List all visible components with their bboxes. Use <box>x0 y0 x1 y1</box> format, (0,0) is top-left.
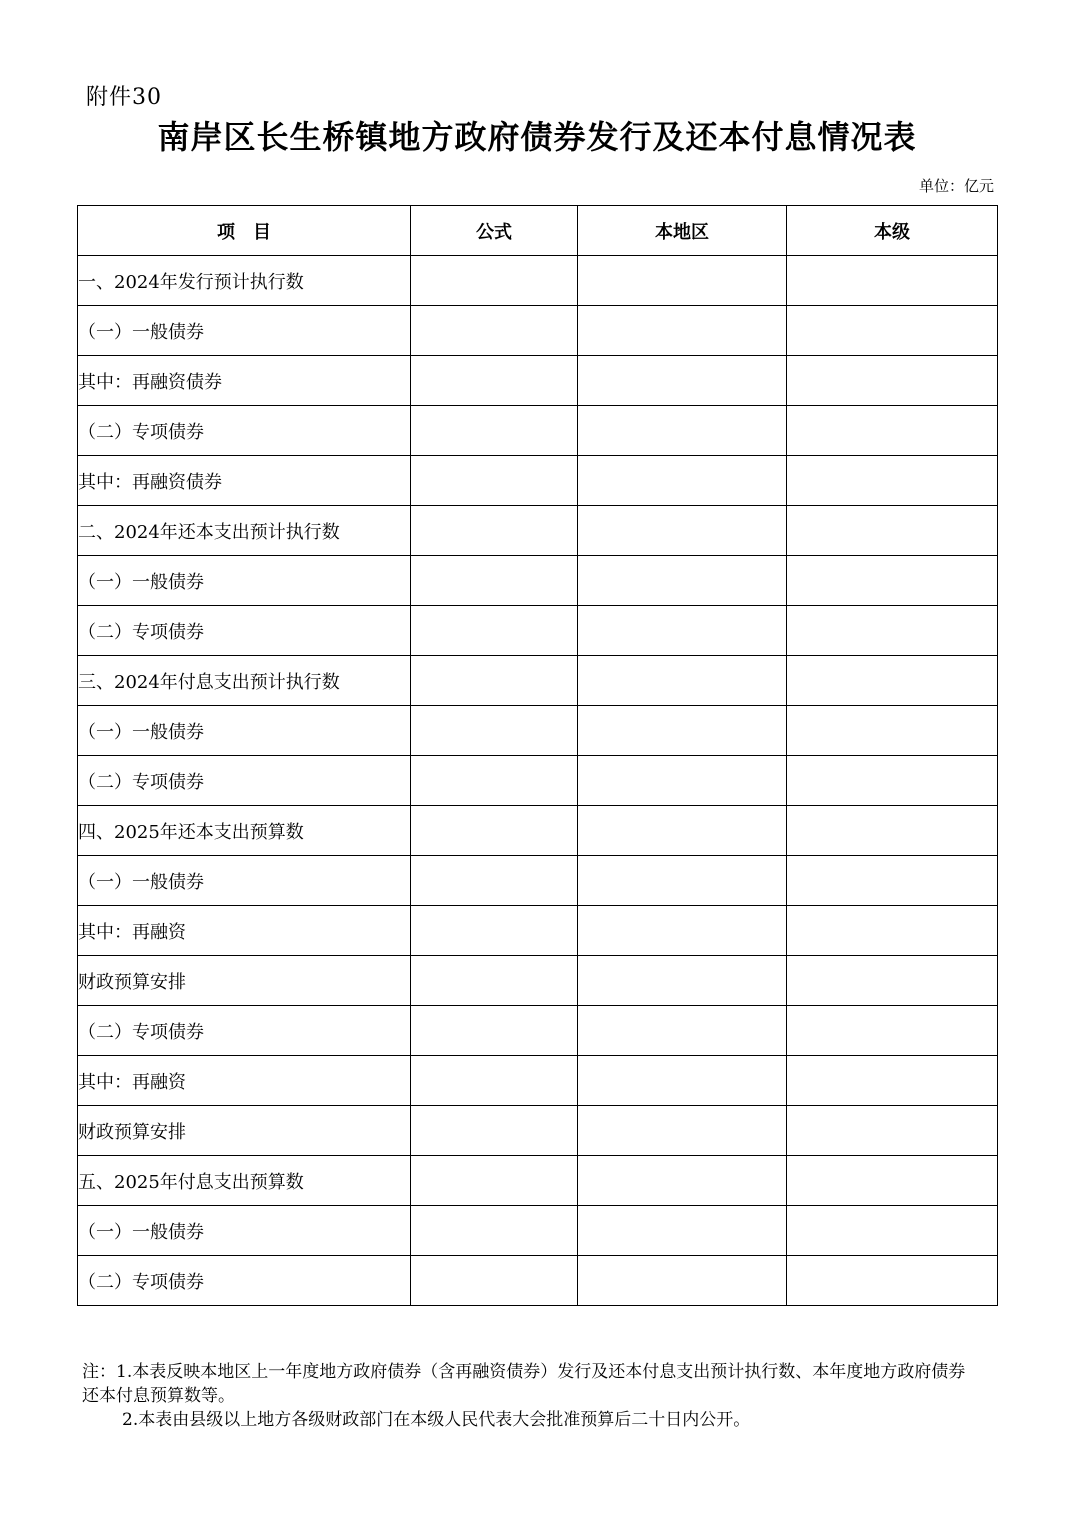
region-cell <box>578 906 787 956</box>
region-cell <box>578 1106 787 1156</box>
row-label: （二）专项债券 <box>78 756 411 806</box>
level-cell <box>787 356 998 406</box>
region-cell <box>578 306 787 356</box>
region-cell <box>578 1056 787 1106</box>
level-cell <box>787 506 998 556</box>
header-formula: 公式 <box>411 206 578 256</box>
level-cell <box>787 1156 998 1206</box>
formula-cell <box>411 1206 578 1256</box>
header-region: 本地区 <box>578 206 787 256</box>
table-row <box>78 1206 998 1256</box>
debt-table <box>77 205 998 1306</box>
formula-cell <box>411 1156 578 1206</box>
row-label: 其中：再融资债券 <box>78 356 411 406</box>
formula-cell <box>411 706 578 756</box>
table-row <box>78 656 998 706</box>
formula-cell <box>411 756 578 806</box>
row-label: 其中：再融资 <box>78 906 411 956</box>
level-cell <box>787 806 998 856</box>
table-row <box>78 256 998 306</box>
annex-label: 附件30 <box>86 85 162 110</box>
region-cell <box>578 556 787 606</box>
table-row <box>78 406 998 456</box>
region-cell <box>578 656 787 706</box>
table-row <box>78 306 998 356</box>
header-level: 本级 <box>787 206 998 256</box>
row-label: （二）专项债券 <box>78 606 411 656</box>
level-cell <box>787 1206 998 1256</box>
row-label: （一）一般债券 <box>78 706 411 756</box>
table-row <box>78 706 998 756</box>
level-cell <box>787 1056 998 1106</box>
row-label: （二）专项债券 <box>78 1006 411 1056</box>
formula-cell <box>411 656 578 706</box>
formula-cell <box>411 856 578 906</box>
note-1: 注：1.本表反映本地区上一年度地方政府债券（含再融资债券）发行及还本付息支出预计执行数、本年度地方政府债券还本付息预算数等。 <box>82 1362 966 1406</box>
row-label: （一）一般债券 <box>78 856 411 906</box>
region-cell <box>578 756 787 806</box>
level-cell <box>787 656 998 706</box>
level-cell <box>787 856 998 906</box>
table-header-row <box>78 206 998 256</box>
formula-cell <box>411 606 578 656</box>
row-label: 一、2024年发行预计执行数 <box>78 256 411 306</box>
formula-cell <box>411 456 578 506</box>
level-cell <box>787 456 998 506</box>
table-row <box>78 956 998 1006</box>
formula-cell <box>411 506 578 556</box>
region-cell <box>578 1256 787 1306</box>
formula-cell <box>411 306 578 356</box>
level-cell <box>787 956 998 1006</box>
level-cell <box>787 256 998 306</box>
formula-cell <box>411 356 578 406</box>
table-row <box>78 1156 998 1206</box>
region-cell <box>578 1206 787 1256</box>
level-cell <box>787 1006 998 1056</box>
table-row <box>78 1106 998 1156</box>
row-label: 财政预算安排 <box>78 1106 411 1156</box>
note-2: 2.本表由县级以上地方各级财政部门在本级人民代表大会批准预算后二十日内公开。 <box>122 1410 751 1430</box>
row-label: 财政预算安排 <box>78 956 411 1006</box>
region-cell <box>578 606 787 656</box>
row-label: 四、2025年还本支出预算数 <box>78 806 411 856</box>
row-label: 三、2024年付息支出预计执行数 <box>78 656 411 706</box>
formula-cell <box>411 406 578 456</box>
region-cell <box>578 1156 787 1206</box>
formula-cell <box>411 906 578 956</box>
table-row <box>78 356 998 406</box>
row-label: 二、2024年还本支出预计执行数 <box>78 506 411 556</box>
row-label: （二）专项债券 <box>78 1256 411 1306</box>
region-cell <box>578 856 787 906</box>
notes <box>82 1360 982 1432</box>
table-row <box>78 806 998 856</box>
region-cell <box>578 356 787 406</box>
table-row <box>78 556 998 606</box>
table-row <box>78 1056 998 1106</box>
table-body <box>78 256 998 1306</box>
region-cell <box>578 1006 787 1056</box>
formula-cell <box>411 1256 578 1306</box>
level-cell <box>787 1256 998 1306</box>
header-item: 项 目 <box>78 206 411 256</box>
page-title: 南岸区长生桥镇地方政府债券发行及还本付息情况表 <box>157 118 917 156</box>
table-row <box>78 506 998 556</box>
region-cell <box>578 806 787 856</box>
row-label: （一）一般债券 <box>78 556 411 606</box>
row-label: （二）专项债券 <box>78 406 411 456</box>
level-cell <box>787 406 998 456</box>
table-row <box>78 1006 998 1056</box>
row-label: （一）一般债券 <box>78 306 411 356</box>
row-label: 五、2025年付息支出预算数 <box>78 1156 411 1206</box>
region-cell <box>578 956 787 1006</box>
formula-cell <box>411 556 578 606</box>
region-cell <box>578 706 787 756</box>
row-label: （一）一般债券 <box>78 1206 411 1256</box>
unit-label: 单位：亿元 <box>918 177 994 195</box>
level-cell <box>787 606 998 656</box>
level-cell <box>787 906 998 956</box>
region-cell <box>578 406 787 456</box>
level-cell <box>787 756 998 806</box>
region-cell <box>578 506 787 556</box>
table-row <box>78 456 998 506</box>
level-cell <box>787 306 998 356</box>
level-cell <box>787 556 998 606</box>
level-cell <box>787 1106 998 1156</box>
table-row <box>78 856 998 906</box>
table-row <box>78 756 998 806</box>
table-row <box>78 606 998 656</box>
row-label: 其中：再融资债券 <box>78 456 411 506</box>
formula-cell <box>411 256 578 306</box>
row-label: 其中：再融资 <box>78 1056 411 1106</box>
table-row <box>78 906 998 956</box>
table-row <box>78 1256 998 1306</box>
formula-cell <box>411 1056 578 1106</box>
region-cell <box>578 256 787 306</box>
formula-cell <box>411 1106 578 1156</box>
level-cell <box>787 706 998 756</box>
region-cell <box>578 456 787 506</box>
formula-cell <box>411 806 578 856</box>
formula-cell <box>411 956 578 1006</box>
formula-cell <box>411 1006 578 1056</box>
